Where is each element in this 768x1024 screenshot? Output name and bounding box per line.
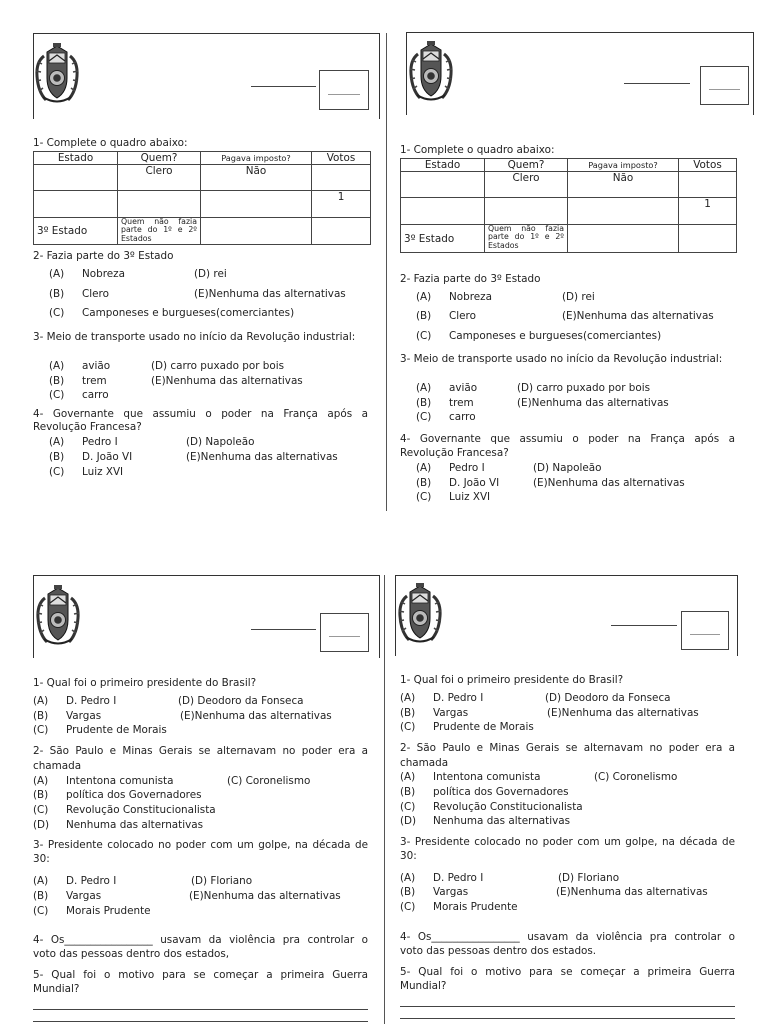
option-label: (A): [33, 695, 49, 707]
table-cell: Quem não fazia parte do 1º e 2º Estados: [485, 225, 568, 253]
option-label: (A): [49, 436, 65, 448]
option-label: (C): [33, 804, 49, 816]
option-label: (A): [400, 692, 416, 704]
option-e[interactable]: (E)Nenhuma das alternativas: [517, 397, 669, 409]
grade-box: [681, 611, 729, 650]
option-label: (C): [49, 307, 65, 319]
option-a[interactable]: avião: [82, 360, 111, 372]
option-d[interactable]: (D) rei: [562, 291, 595, 303]
option-label: (C): [400, 901, 416, 913]
table-cell: Clero: [485, 172, 568, 198]
answer-line[interactable]: [400, 1006, 735, 1007]
answer-line[interactable]: [33, 1021, 368, 1022]
option-e[interactable]: (E)Nenhuma das alternativas: [194, 288, 346, 300]
table-cell[interactable]: [401, 172, 485, 198]
option-label: (B): [400, 886, 416, 898]
table-cell[interactable]: [34, 191, 118, 218]
question-3-cont: 30:: [400, 850, 417, 862]
option-e[interactable]: (E)Nenhuma das alternativas: [180, 710, 332, 722]
option-e[interactable]: (E)Nenhuma das alternativas: [562, 310, 714, 322]
option-a[interactable]: Pedro I: [449, 462, 485, 474]
coat-of-arms-icon: [397, 582, 443, 644]
table-cell: Não: [568, 172, 679, 198]
option-label: (C): [416, 491, 432, 503]
question-2: 2- São Paulo e Minas Gerais se alternavam no poder era a: [33, 745, 368, 757]
option-label: (C): [416, 411, 432, 423]
option-c[interactable]: Luiz XVI: [449, 491, 491, 503]
option-b[interactable]: trem: [82, 375, 107, 387]
option-a[interactable]: D. Pedro I: [433, 872, 484, 884]
option-d[interactable]: (D) carro puxado por bois: [151, 360, 285, 372]
question-3: 3- Meio de transporte usado no início da Revolução industrial:: [400, 353, 723, 365]
name-line: [251, 86, 316, 87]
option-label: (A): [33, 775, 49, 787]
option-label: (A): [400, 872, 416, 884]
question-1: 1- Complete o quadro abaixo:: [400, 144, 555, 156]
table-cell[interactable]: [679, 225, 737, 253]
question-2: 2- Fazia parte do 3º Estado: [400, 273, 541, 285]
question-4-cont: voto das pessoas dentro dos estados.: [400, 945, 597, 957]
option-b[interactable]: política dos Governadores: [433, 786, 569, 798]
option-c[interactable]: Revolução Constitucionalista: [66, 804, 216, 816]
option-a[interactable]: Nobreza: [82, 268, 125, 280]
estates-table: [33, 151, 371, 245]
header-estado: Estado: [401, 159, 485, 172]
option-e[interactable]: (E)Nenhuma das alternativas: [151, 375, 303, 387]
coat-of-arms-icon: [408, 40, 454, 102]
question-2: 2- São Paulo e Minas Gerais se alternavam no poder era a: [400, 742, 735, 754]
option-d[interactable]: (D) Floriano: [558, 872, 620, 884]
option-c[interactable]: Luiz XVI: [82, 466, 124, 478]
option-d[interactable]: (D) Deodoro da Fonseca: [545, 692, 671, 704]
option-label: (A): [33, 875, 49, 887]
answer-line[interactable]: [400, 1018, 735, 1019]
option-c-alt[interactable]: (C) Coronelismo: [227, 775, 311, 787]
question-2: 2- Fazia parte do 3º Estado: [33, 250, 174, 262]
option-d[interactable]: (D) rei: [194, 268, 227, 280]
option-label: (B): [416, 477, 432, 489]
option-label: (D): [400, 815, 417, 827]
estates-table: [400, 158, 737, 253]
question-3: 3- Presidente colocado no poder com um golpe, na década de: [400, 836, 735, 848]
grade-box: [320, 613, 369, 652]
question-4-cont: voto das pessoas dentro dos estados,: [33, 948, 230, 960]
option-b[interactable]: Vargas: [66, 710, 102, 722]
option-c[interactable]: carro: [449, 411, 476, 423]
header-imposto: Pagava imposto?: [568, 159, 679, 172]
table-cell[interactable]: [201, 191, 312, 218]
option-c[interactable]: Morais Prudente: [66, 905, 151, 917]
question-1: 1- Qual foi o primeiro presidente do Brasil?: [33, 677, 257, 689]
table-cell: 1: [312, 191, 371, 218]
table-cell[interactable]: [201, 218, 312, 245]
question-1: 1- Complete o quadro abaixo:: [33, 137, 188, 149]
header-estado: Estado: [34, 152, 118, 165]
question-5: 5- Qual foi o motivo para se começar a primeira Guerra: [33, 969, 368, 981]
option-a[interactable]: Nobreza: [449, 291, 492, 303]
name-line: [611, 625, 677, 626]
table-cell: 1: [679, 198, 737, 225]
option-label: (B): [49, 375, 65, 387]
option-b[interactable]: Vargas: [433, 886, 469, 898]
header-quem: Quem?: [118, 152, 201, 165]
option-a[interactable]: D. Pedro I: [66, 695, 117, 707]
option-label: (B): [33, 710, 49, 722]
question-4: 4- Governante que assumiu o poder na França após a: [400, 433, 735, 445]
option-a[interactable]: Pedro I: [82, 436, 118, 448]
table-cell: Clero: [118, 165, 201, 191]
column-divider: [384, 575, 385, 1024]
option-label: (C): [49, 466, 65, 478]
option-label: (B): [400, 786, 416, 798]
question-4: 4- Os_________________ usavam da violência pra controlar o: [400, 931, 735, 943]
option-c[interactable]: Prudente de Morais: [433, 721, 534, 733]
option-c[interactable]: Camponeses e burgueses(comerciantes): [82, 307, 295, 319]
option-d[interactable]: (D) Napoleão: [186, 436, 255, 448]
question-2-cont: chamada: [400, 757, 449, 769]
option-label: (C): [416, 330, 432, 342]
question-4: 4- Governante que assumiu o poder na França após a: [33, 408, 368, 420]
option-e[interactable]: (E)Nenhuma das alternativas: [556, 886, 708, 898]
question-4: 4- Os_________________ usavam da violência pra controlar o: [33, 934, 368, 946]
option-a[interactable]: Intentona comunista: [66, 775, 174, 787]
option-label: (B): [49, 288, 65, 300]
option-b[interactable]: D. João VI: [449, 477, 500, 489]
option-a[interactable]: D. Pedro I: [66, 875, 117, 887]
option-label: (B): [33, 890, 49, 902]
coat-of-arms-icon: [34, 42, 80, 104]
option-label: (C): [400, 801, 416, 813]
table-cell: Não: [201, 165, 312, 191]
option-label: (B): [416, 310, 432, 322]
option-d[interactable]: Nenhuma das alternativas: [433, 815, 571, 827]
option-c[interactable]: Camponeses e burgueses(comerciantes): [449, 330, 662, 342]
table-cell[interactable]: [34, 165, 118, 191]
option-d[interactable]: (D) carro puxado por bois: [517, 382, 651, 394]
option-c-alt[interactable]: (C) Coronelismo: [594, 771, 678, 783]
option-label: (B): [400, 707, 416, 719]
question-3-cont: 30:: [33, 853, 50, 865]
option-label: (C): [49, 389, 65, 401]
option-label: (C): [400, 721, 416, 733]
header-votos: Votos: [679, 159, 737, 172]
table-cell[interactable]: [568, 198, 679, 225]
option-e[interactable]: (E)Nenhuma das alternativas: [533, 477, 685, 489]
question-4-cont: Revolução Francesa?: [400, 447, 509, 459]
option-label: (A): [416, 462, 432, 474]
question-5-cont: Mundial?: [400, 980, 447, 992]
name-line: [251, 629, 316, 630]
option-d[interactable]: Nenhuma das alternativas: [66, 819, 204, 831]
table-cell[interactable]: [568, 225, 679, 253]
table-cell: 3º Estado: [34, 218, 118, 245]
grade-box: [319, 70, 369, 110]
header-votos: Votos: [312, 152, 371, 165]
name-line: [624, 83, 690, 84]
option-d[interactable]: (D) Deodoro da Fonseca: [178, 695, 304, 707]
option-b[interactable]: Clero: [449, 310, 476, 322]
option-b[interactable]: política dos Governadores: [66, 789, 202, 801]
answer-line[interactable]: [33, 1009, 368, 1010]
option-c[interactable]: Revolução Constitucionalista: [433, 801, 583, 813]
coat-of-arms-icon: [35, 584, 81, 646]
option-a[interactable]: D. Pedro I: [433, 692, 484, 704]
grade-box: [700, 66, 749, 105]
option-label: (B): [416, 397, 432, 409]
option-label: (C): [33, 905, 49, 917]
option-e[interactable]: (E)Nenhuma das alternativas: [189, 890, 341, 902]
table-cell[interactable]: [401, 198, 485, 225]
option-d[interactable]: (D) Floriano: [191, 875, 253, 887]
option-b[interactable]: trem: [449, 397, 474, 409]
table-cell[interactable]: [312, 165, 371, 191]
table-cell[interactable]: [485, 198, 568, 225]
option-e[interactable]: (E)Nenhuma das alternativas: [547, 707, 699, 719]
option-label: (A): [416, 291, 432, 303]
option-b[interactable]: D. João VI: [82, 451, 133, 463]
option-label: (A): [400, 771, 416, 783]
option-c[interactable]: carro: [82, 389, 109, 401]
header-imposto: Pagava imposto?: [201, 152, 312, 165]
option-b[interactable]: Vargas: [66, 890, 102, 902]
table-cell: 3º Estado: [401, 225, 485, 253]
question-3: 3- Meio de transporte usado no início da Revolução industrial:: [33, 331, 356, 343]
option-label: (A): [49, 360, 65, 372]
option-a[interactable]: avião: [449, 382, 478, 394]
option-b[interactable]: Clero: [82, 288, 109, 300]
option-c[interactable]: Prudente de Morais: [66, 724, 167, 736]
option-c[interactable]: Morais Prudente: [433, 901, 518, 913]
question-4-cont: Revolução Francesa?: [33, 421, 142, 433]
option-label: (A): [416, 382, 432, 394]
header-quem: Quem?: [485, 159, 568, 172]
question-3: 3- Presidente colocado no poder com um golpe, na década de: [33, 839, 368, 851]
option-a[interactable]: Intentona comunista: [433, 771, 541, 783]
option-label: (B): [49, 451, 65, 463]
question-5-cont: Mundial?: [33, 983, 80, 995]
option-label: (C): [33, 724, 49, 736]
question-2-cont: chamada: [33, 760, 82, 772]
option-label: (D): [33, 819, 50, 831]
option-label: (A): [49, 268, 65, 280]
option-e[interactable]: (E)Nenhuma das alternativas: [186, 451, 338, 463]
option-d[interactable]: (D) Napoleão: [533, 462, 602, 474]
table-cell: Quem não fazia parte do 1º e 2º Estados: [118, 218, 201, 245]
table-cell[interactable]: [312, 218, 371, 245]
column-divider: [386, 33, 387, 511]
option-label: (B): [33, 789, 49, 801]
question-5: 5- Qual foi o motivo para se começar a primeira Guerra: [400, 966, 735, 978]
table-cell[interactable]: [679, 172, 737, 198]
table-cell[interactable]: [118, 191, 201, 218]
option-b[interactable]: Vargas: [433, 707, 469, 719]
question-1: 1- Qual foi o primeiro presidente do Brasil?: [400, 674, 624, 686]
